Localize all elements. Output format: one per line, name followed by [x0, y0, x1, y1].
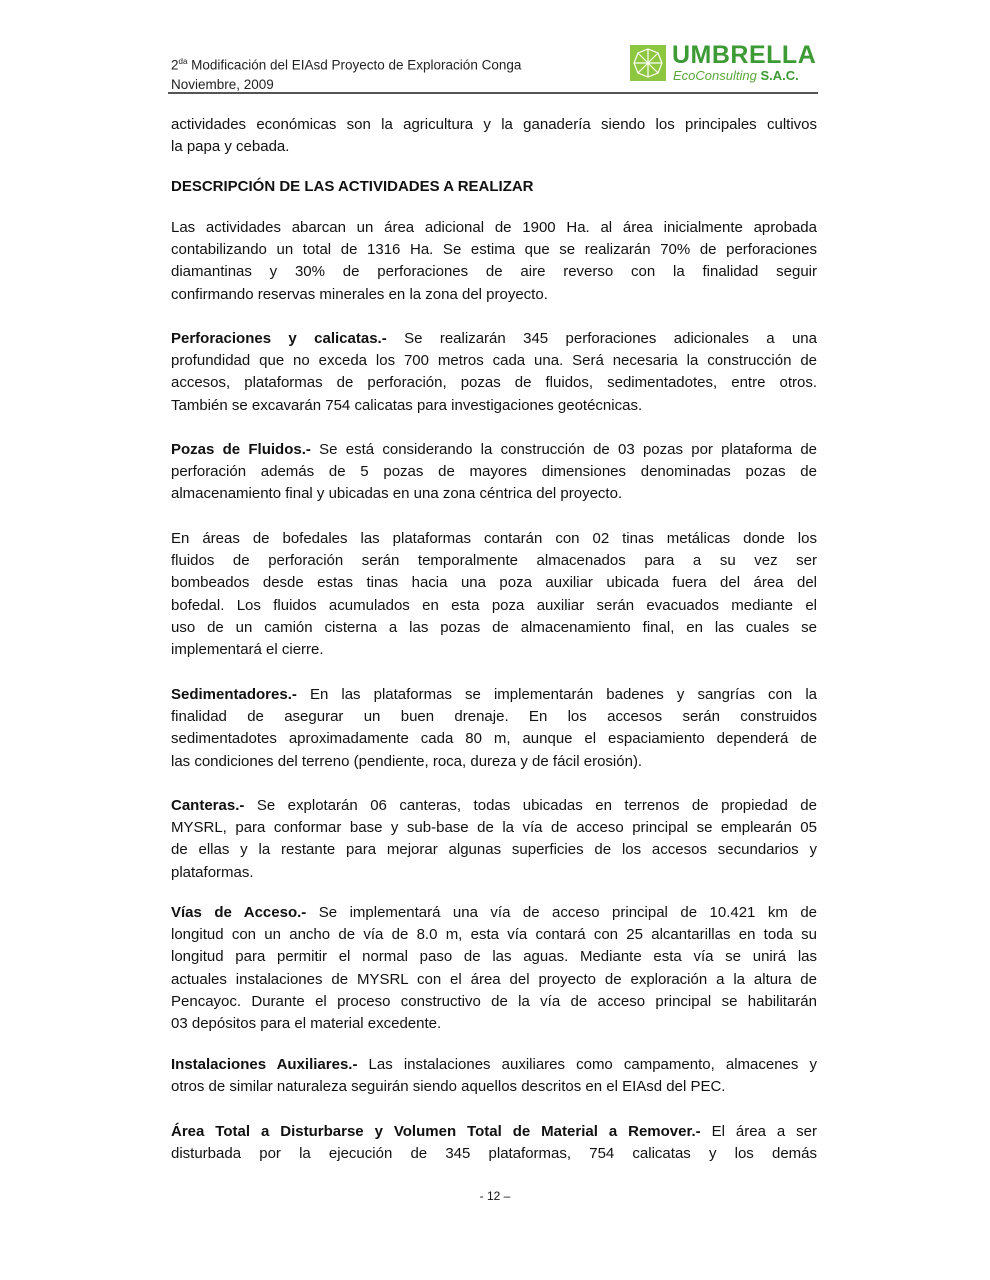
paragraph-line: Las actividades abarcan un área adicional de 1900 Ha. al área inicialmente aprobada [171, 219, 817, 236]
section-heading: DESCRIPCIÓN DE LAS ACTIVIDADES A REALIZAR [171, 178, 534, 195]
paragraph-line: Perforaciones y calicatas.- Se realizarán 345 perforaciones adicionales a una [171, 330, 817, 347]
paragraph [171, 684, 817, 773]
paragraph-line: Pencayoc. Durante el proceso constructivo de la vía de acceso principal se habilitarán [171, 992, 817, 1010]
paragraph-line: profundidad que no exceda los 700 metros cada una. Será necesaria la construcción de [171, 352, 817, 370]
paragraph-line: almacenamiento final y ubicadas en una zona céntrica del proyecto. [171, 485, 623, 503]
paragraph-line: actuales instalaciones de MYSRL con el área del proyecto de exploración a la altura de [171, 970, 817, 988]
paragraph-line: perforación además de 5 pozas de mayores dimensiones denominadas pozas de [171, 463, 817, 481]
paragraph-line: También se excavarán 754 calicatas para investigaciones geotécnicas. [171, 396, 643, 414]
paragraph-line: accesos, plataformas de perforación, pozas de fluidos, sedimentadotes, entre otros. [171, 374, 817, 392]
paragraph [171, 114, 817, 158]
paragraph-line: MYSRL, para conformar base y sub-base de la vía de acceso principal se emplearán 05 [171, 819, 817, 837]
paragraph-line: longitud para permitir el normal paso de las aguas. Mediante esta vía se unirá las [171, 948, 817, 966]
logo-name: UMBRELLA [672, 41, 817, 69]
paragraph-lead: Pozas de Fluidos.- [171, 441, 311, 458]
paragraph-line: otros de similar naturaleza seguirán siendo aquellos descritos en el EIAsd del PEC. [171, 1078, 726, 1096]
paragraph-line: disturbada por la ejecución de 345 plataformas, 754 calicatas y los demás [171, 1145, 817, 1163]
paragraph-line: Instalaciones Auxiliares.- Las instalaciones auxiliares como campamento, almacenes y [171, 1056, 817, 1073]
paragraph-line: actividades económicas son la agricultura y la ganadería siendo los principales cultivos [171, 116, 817, 133]
paragraph-lead: Canteras.- [171, 797, 245, 814]
paragraph [171, 217, 817, 306]
paragraph-lead: Instalaciones Auxiliares.- [171, 1056, 358, 1073]
paragraph [171, 528, 817, 661]
paragraph-line: implementará el cierre. [171, 640, 324, 658]
paragraph-line: En áreas de bofedales las plataformas contarán con 02 tinas metálicas donde los [171, 530, 817, 547]
paragraph-line: sedimentadotes aproximadamente cada 80 m, aunque el espaciamiento dependerá de [171, 730, 817, 748]
paragraph-line: bofedal. Los fluidos acumulados en esta poza auxiliar serán evacuados mediante el [171, 596, 817, 614]
page-number: - 12 – [479, 1189, 511, 1203]
paragraph-lead: Sedimentadores.- [171, 686, 297, 703]
paragraph-line: Pozas de Fluidos.- Se está considerando la construcción de 03 pozas por plataforma de [171, 441, 817, 458]
paragraph [171, 795, 817, 884]
umbrella-logo [630, 41, 820, 85]
paragraph [171, 902, 817, 1035]
paragraph-line: Área Total a Disturbarse y Volumen Total de Material a Remover.- El área a ser [171, 1123, 817, 1140]
umbrella-icon [630, 45, 666, 81]
paragraph [171, 1121, 817, 1165]
document-header [171, 52, 521, 94]
paragraph-line: longitud con un ancho de vía de 8.0 m, esta vía contará con 25 alcantarillas en toda su [171, 926, 817, 944]
paragraph-line: Vías de Acceso.- Se implementará una vía de acceso principal de 10.421 km de [171, 904, 818, 921]
paragraph-line: de ellas y la restante para mejorar algunas superficies de los accesos secundarios y [171, 841, 817, 859]
paragraph-line: plataformas. [171, 863, 254, 881]
header-title: $2^{da}$ Modificación del EIAsd Proyecto de Exploración Conga [171, 57, 522, 73]
paragraph-line: 03 depósitos para el material excedente. [171, 1014, 442, 1032]
paragraph [171, 1054, 817, 1098]
logo-subtitle: EcoConsulting S.A.C. [673, 68, 799, 83]
paragraph-line: las condiciones del terreno (pendiente, roca, dureza y de fácil erosión). [171, 752, 643, 770]
header-date: Noviembre, 2009 [171, 76, 274, 92]
paragraph-line: Canteras.- Se explotarán 06 canteras, todas ubicadas en terrenos de propiedad de [171, 797, 817, 814]
paragraph-lead: Área Total a Disturbarse y Volumen Total de Material a Remover.- [171, 1123, 701, 1140]
paragraph-line: contabilizando un total de 1316 Ha. Se estima que se realizarán 70% de perforaciones [171, 241, 817, 259]
paragraph-line: Sedimentadores.- En las plataformas se implementarán badenes y sangrías con la [171, 686, 817, 703]
paragraph [171, 439, 817, 506]
paragraph [171, 328, 817, 417]
paragraph-lead: Perforaciones y calicatas.- [171, 330, 387, 347]
paragraph-line: la papa y cebada. [171, 138, 290, 156]
paragraph-line: finalidad de asegurar un buen drenaje. En los accesos serán construidos [171, 708, 817, 726]
paragraph-line: diamantinas y 30% de perforaciones de aire reverso con la finalidad seguir [171, 263, 817, 281]
paragraph-lead: Vías de Acceso.- [171, 904, 307, 921]
paragraph-line: confirmando reservas minerales en la zona del proyecto. [171, 285, 548, 303]
paragraph-line: uso de un camión cisterna a las pozas de almacenamiento final, en las cuales se [171, 618, 817, 636]
paragraph-line: fluidos de perforación serán temporalmente almacenados para a su vez ser [171, 552, 817, 570]
paragraph-line: bombeados desde estas tinas hacia una poza auxiliar ubicada fuera del área del [171, 574, 817, 592]
header-rule [168, 92, 818, 94]
